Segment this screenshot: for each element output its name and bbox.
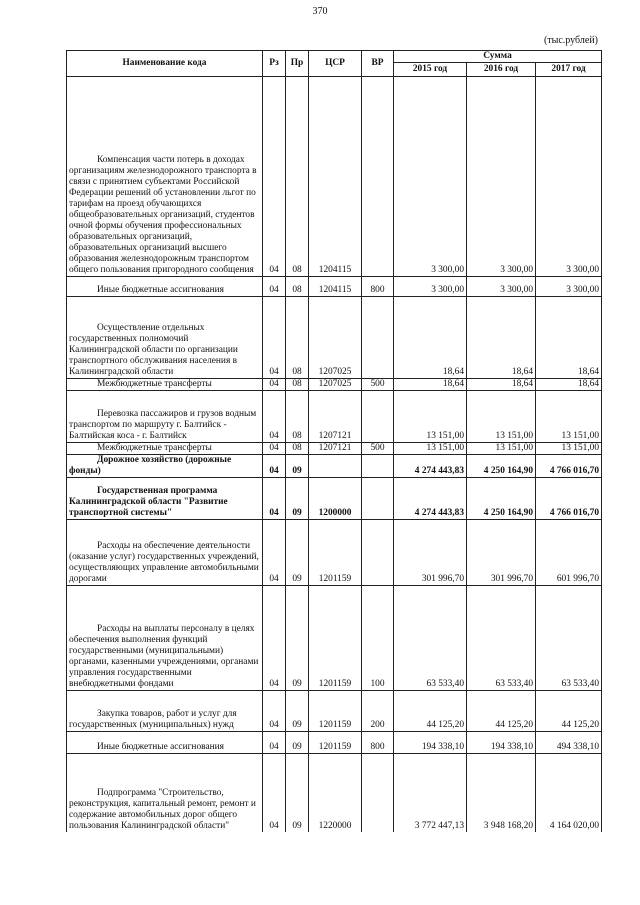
row-name — [67, 379, 263, 391]
row-name-text: Дорожное хозяйство (дорожные фонды) — [69, 455, 232, 476]
row-sum-2016: 3 300,00 — [467, 77, 536, 277]
row-name — [67, 754, 263, 832]
row-csr: 1200000 — [309, 478, 362, 520]
header-2016: 2016 год — [467, 63, 536, 77]
row-rz: 04 — [263, 297, 286, 379]
row-sum-2015: 13 151,00 — [394, 443, 467, 455]
unit-label: (тыс.рублей) — [543, 35, 598, 46]
row-sum-2016: 4 250 164,90 — [467, 455, 536, 478]
row-rz: 04 — [263, 77, 286, 277]
row-sum-2017: 18,64 — [536, 297, 602, 379]
row-sum-2016: 13 151,00 — [467, 443, 536, 455]
row-name — [67, 455, 263, 478]
row-sum-2017: 4 164 020,00 — [536, 754, 602, 832]
row-sum-2015: 4 274 443,83 — [394, 478, 467, 520]
row-name-text: Компенсация части потерь в доходах организациям железнодорожного транспорта в связи с принятием субъектами Российской Федерации решений об установлении льгот по тарифам на проезд обучающихся общеобразовательных организаций, студентов очной формы обучения профессиональных образовательных организаций, образовательных организаций высшего образования железнодорожным транспортом общего пользования пригородного сообщения — [69, 155, 257, 275]
row-name-text: Иные бюджетные ассигнования — [97, 285, 224, 295]
header-csr: ЦСР — [309, 51, 362, 77]
header-rz: Рз — [263, 51, 286, 77]
row-sum-2015: 63 533,40 — [394, 586, 467, 691]
row-pr: 08 — [286, 297, 309, 379]
row-name — [67, 443, 263, 455]
row-vr — [362, 391, 394, 443]
row-csr — [309, 455, 362, 478]
row-rz: 04 — [263, 455, 286, 478]
row-sum-2016: 301 996,70 — [467, 520, 536, 586]
header-2015: 2015 год — [394, 63, 467, 77]
header-vr: ВР — [362, 51, 394, 77]
row-pr: 08 — [286, 277, 309, 297]
table-row — [67, 379, 602, 391]
row-name-text: Перевозка пассажиров и грузов водным транспортом по маршруту г. Балтийск - Балтийская коса - г. Балтийск — [69, 409, 257, 441]
row-sum-2016: 18,64 — [467, 297, 536, 379]
header-pr: Пр — [286, 51, 309, 77]
row-csr: 1201159 — [309, 732, 362, 754]
row-vr — [362, 520, 394, 586]
row-csr: 1204115 — [309, 277, 362, 297]
row-csr: 1207121 — [309, 391, 362, 443]
row-sum-2017: 4 766 016,70 — [536, 455, 602, 478]
page-number: 370 — [312, 6, 328, 17]
row-csr: 1207121 — [309, 443, 362, 455]
header-2017: 2017 год — [536, 63, 602, 77]
row-name-text: Иные бюджетные ассигнования — [97, 742, 224, 752]
table-row — [67, 443, 602, 455]
row-csr: 1201159 — [309, 520, 362, 586]
table-row — [67, 277, 602, 297]
row-vr: 100 — [362, 586, 394, 691]
row-csr: 1204115 — [309, 77, 362, 277]
row-pr: 08 — [286, 443, 309, 455]
row-sum-2017: 13 151,00 — [536, 443, 602, 455]
row-rz: 04 — [263, 379, 286, 391]
row-vr — [362, 478, 394, 520]
row-name-text: Межбюджетные трансферты — [97, 379, 212, 389]
row-rz: 04 — [263, 277, 286, 297]
row-sum-2015: 13 151,00 — [394, 391, 467, 443]
row-sum-2017: 44 125,20 — [536, 691, 602, 732]
row-pr: 09 — [286, 478, 309, 520]
row-name — [67, 391, 263, 443]
row-sum-2017: 494 338,10 — [536, 732, 602, 754]
header-sum: Сумма — [394, 51, 602, 63]
row-pr: 09 — [286, 520, 309, 586]
row-sum-2016: 4 250 164,90 — [467, 478, 536, 520]
row-name — [67, 732, 263, 754]
row-pr: 09 — [286, 754, 309, 832]
row-sum-2016: 3 300,00 — [467, 277, 536, 297]
row-csr: 1207025 — [309, 379, 362, 391]
row-sum-2017: 18,64 — [536, 379, 602, 391]
row-name — [67, 478, 263, 520]
row-sum-2015: 3 300,00 — [394, 277, 467, 297]
row-pr: 08 — [286, 77, 309, 277]
row-name — [67, 277, 263, 297]
row-csr: 1201159 — [309, 691, 362, 732]
table-row — [67, 297, 602, 379]
table-row — [67, 586, 602, 691]
row-pr: 09 — [286, 455, 309, 478]
row-pr: 08 — [286, 379, 309, 391]
row-vr: 800 — [362, 732, 394, 754]
header-name: Наименование кода — [67, 51, 263, 77]
row-name-text: Государственная программа Калининградской области "Развитие транспортной системы" — [69, 486, 228, 518]
row-vr: 500 — [362, 379, 394, 391]
row-rz: 04 — [263, 443, 286, 455]
row-rz: 04 — [263, 391, 286, 443]
row-pr: 09 — [286, 732, 309, 754]
row-pr: 08 — [286, 391, 309, 443]
row-sum-2016: 18,64 — [467, 379, 536, 391]
table-row — [67, 455, 602, 478]
row-csr: 1207025 — [309, 297, 362, 379]
row-sum-2015: 3 300,00 — [394, 77, 467, 277]
row-sum-2016: 3 948 168,20 — [467, 754, 536, 832]
row-sum-2017: 4 766 016,70 — [536, 478, 602, 520]
table-row — [67, 754, 602, 832]
row-name — [67, 77, 263, 277]
row-sum-2015: 301 996,70 — [394, 520, 467, 586]
row-sum-2017: 63 533,40 — [536, 586, 602, 691]
row-name — [67, 520, 263, 586]
row-vr: 800 — [362, 277, 394, 297]
row-name — [67, 586, 263, 691]
row-rz: 04 — [263, 520, 286, 586]
table-row — [67, 691, 602, 732]
row-sum-2015: 44 125,20 — [394, 691, 467, 732]
row-sum-2017: 3 300,00 — [536, 277, 602, 297]
row-sum-2016: 13 151,00 — [467, 391, 536, 443]
row-vr: 500 — [362, 443, 394, 455]
row-sum-2015: 18,64 — [394, 379, 467, 391]
row-name-text: Осуществление отдельных государственных полномочий Калининградской области по организации транспортного обслуживания населения в Калининградской области — [69, 323, 238, 377]
row-vr — [362, 455, 394, 478]
row-sum-2017: 3 300,00 — [536, 77, 602, 277]
row-name-text: Межбюджетные трансферты — [97, 443, 212, 453]
row-sum-2016: 194 338,10 — [467, 732, 536, 754]
table-row — [67, 77, 602, 277]
row-name-text: Закупка товаров, работ и услуг для государственных (муниципальных) нужд — [69, 709, 237, 730]
row-vr: 200 — [362, 691, 394, 732]
budget-table — [66, 50, 602, 832]
row-sum-2016: 44 125,20 — [467, 691, 536, 732]
row-sum-2015: 194 338,10 — [394, 732, 467, 754]
row-name-text: Подпрограмма "Строительство, реконструкция, капитальный ремонт, ремонт и содержание автомобильных дорог общего пользования Калининградской области" — [69, 787, 256, 831]
row-rz: 04 — [263, 691, 286, 732]
row-name-text: Расходы на выплаты персоналу в целях обеспечения выполнения функций государственными (муниципальными) органами, казенными учреждениями, органами управления государственными внебюджетными фондами — [69, 624, 259, 689]
row-pr: 09 — [286, 586, 309, 691]
row-rz: 04 — [263, 732, 286, 754]
row-pr: 09 — [286, 691, 309, 732]
row-vr — [362, 297, 394, 379]
row-rz: 04 — [263, 754, 286, 832]
table-row — [67, 520, 602, 586]
row-vr — [362, 754, 394, 832]
row-sum-2017: 601 996,70 — [536, 520, 602, 586]
row-name — [67, 691, 263, 732]
table-row — [67, 391, 602, 443]
row-sum-2016: 63 533,40 — [467, 586, 536, 691]
row-name — [67, 297, 263, 379]
table-row — [67, 478, 602, 520]
row-sum-2015: 18,64 — [394, 297, 467, 379]
row-sum-2017: 13 151,00 — [536, 391, 602, 443]
row-sum-2015: 4 274 443,83 — [394, 455, 467, 478]
row-name-text: Расходы на обеспечение деятельности (оказание услуг) государственных учреждений, осуществляющих управление автомобильными дорогами — [69, 541, 259, 584]
row-rz: 04 — [263, 586, 286, 691]
row-sum-2015: 3 772 447,13 — [394, 754, 467, 832]
table-row — [67, 732, 602, 754]
row-csr: 1220000 — [309, 754, 362, 832]
row-vr — [362, 77, 394, 277]
row-rz: 04 — [263, 478, 286, 520]
row-csr: 1201159 — [309, 586, 362, 691]
